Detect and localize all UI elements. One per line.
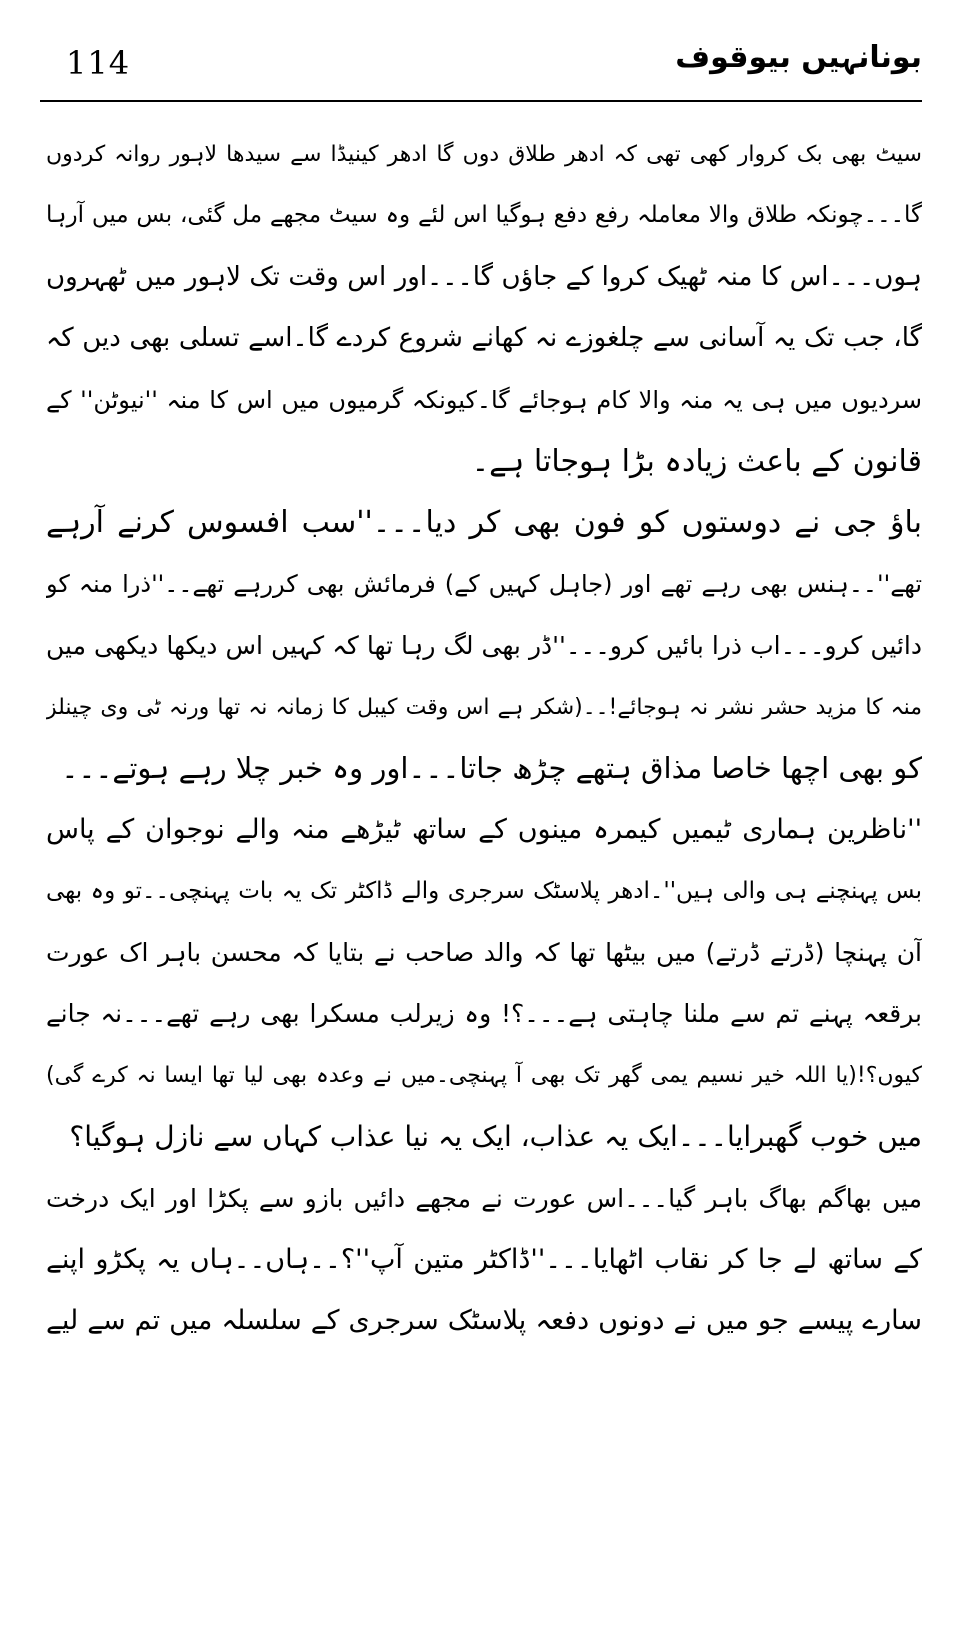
text-line: کو بھی اچھا خاصا مذاق ہتھے چڑھ جاتا۔۔۔اور وہ خبر چلا رہے ہوتے۔۔۔ [61,750,922,785]
text-line: گا۔۔۔چونکہ طلاق والا معاملہ رفع دفع ہوگیا اس لئے وہ سیٹ مجھے مل گئی، بس میں آرہا [46,202,922,229]
text-line: باؤ جی نے دوستوں کو فون بھی کر دیا۔۔۔''سب افسوس کرنے آرہے [46,505,922,541]
text-line: سیٹ بھی بک کروار کھی تھی کہ ادھر طلاق دوں گا ادھر کینیڈا سے سیدھا لاہور روانہ کردوں [46,142,922,167]
text-line: کے ساتھ لے جا کر نقاب اٹھایا۔۔۔''ڈاکٹر متین آپ''؟۔۔ہاں۔۔ہاں یہ پکڑو اپنے [46,1244,922,1276]
running-title: بونانہیں بیوقوف [675,40,922,75]
text-line: میں بھاگم بھاگ باہر گیا۔۔۔اس عورت نے مجھے دائیں بازو سے پکڑا اور ایک درخت [46,1183,922,1213]
text-line: بس پہنچنے ہی والی ہیں''۔ادھر پلاسٹک سرجری والے ڈاکٹر تک یہ بات پہنچی۔۔تو وہ بھی [46,877,922,904]
page-number: 114 [66,44,131,82]
text-line: کیوں؟!(یا اللہ خیر نسیم یمی گھر تک بھی آ پہنچی۔میں نے وعدہ بھی لیا تھا ایسا نہ کرے گی) [46,1062,922,1088]
text-line: سردیوں میں ہی یہ منہ والا کام ہوجائے گا۔کیونکہ گرمیوں میں اس کا منہ ''نیوٹن'' کے [46,385,922,414]
text-line: آن پہنچا (ڈرتے ڈرتے) میں بیٹھا تھا کہ والد صاحب نے بتایا کہ محسن باہر اک عورت [46,938,922,968]
text-line: سارے پیسے جو میں نے دونوں دفعہ پلاسٹک سرجری کے سلسلہ میں تم سے لیے [46,1305,922,1337]
body-text [46,124,922,1352]
text-line: گا، جب تک یہ آسانی سے چلغوزے نہ کھانے شروع کردے گا۔اسے تسلی بھی دیں کہ [46,323,922,354]
text-line: دائیں کرو۔۔۔اب ذرا بائیں کرو۔۔۔''ڈر بھی لگ رہا تھا کہ کہیں اس دیکھا دیکھی میں [46,631,922,661]
text-line: ہوں۔۔۔اس کا منہ ٹھیک کروا کے جاؤں گا۔۔۔اور اس وقت تک لاہور میں ٹھہروں [46,261,922,292]
text-line: قانون کے باعث زیادہ بڑا ہوجاتا ہے۔ [471,443,922,479]
text-line: ''ناظرین ہماری ٹیمیں کیمرہ مینوں کے ساتھ ٹیڑھے منہ والے نوجوان کے پاس [46,814,922,846]
page-header [40,40,922,90]
text-line: تھے''۔۔ہنس بھی رہے تھے اور (جاہل کہیں کے) فرمائش بھی کررہے تھے۔۔''ذرا منہ کو [46,569,922,598]
text-line: منہ کا مزید حشر نشر نہ ہوجائے!۔۔(شکر ہے اس وقت کیبل کا زمانہ نہ تھا ورنہ ٹی وی چینلز [46,694,922,720]
header-rule [40,100,922,102]
text-line: برقعہ پہنے تم سے ملنا چاہتی ہے۔۔۔؟! وہ زیرلب مسکرا بھی رہے تھے۔۔۔نہ جانے [46,999,922,1029]
text-line: میں خوب گھبرایا۔۔۔ایک یہ عذاب، ایک یہ نیا عذاب کہاں سے نازل ہوگیا؟ [69,1120,922,1154]
